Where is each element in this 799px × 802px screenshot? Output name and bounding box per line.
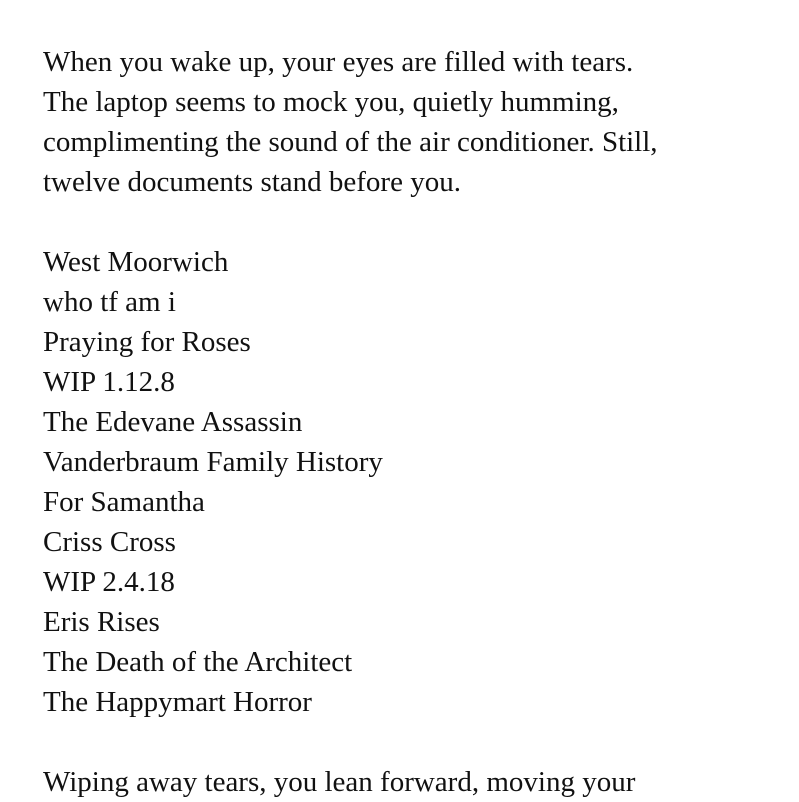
outro-paragraph xyxy=(43,762,783,802)
document-list xyxy=(43,242,783,722)
document-title: WIP 1.12.8 xyxy=(43,366,175,398)
document-title: WIP 2.4.18 xyxy=(43,566,175,598)
document-title: The Happymart Horror xyxy=(43,686,312,718)
document-title: who tf am i xyxy=(43,286,176,318)
intro-paragraph xyxy=(43,42,783,202)
intro-line: The laptop seems to mock you, quietly humming, xyxy=(43,86,619,118)
outro-line: Wiping away tears, you lean forward, moving your xyxy=(43,766,636,798)
document-title: Criss Cross xyxy=(43,526,176,558)
document-title: Vanderbraum Family History xyxy=(43,446,383,478)
paragraph-gap xyxy=(43,722,783,762)
document-title: Praying for Roses xyxy=(43,326,251,358)
document-title: West Moorwich xyxy=(43,246,229,278)
paragraph-gap xyxy=(43,202,783,242)
document-title: Eris Rises xyxy=(43,606,160,638)
intro-line: twelve documents stand before you. xyxy=(43,166,461,198)
document-title: For Samantha xyxy=(43,486,205,518)
document-title: The Death of the Architect xyxy=(43,646,353,678)
intro-line: complimenting the sound of the air conditioner. Still, xyxy=(43,126,658,158)
document-title: The Edevane Assassin xyxy=(43,406,303,438)
intro-line: When you wake up, your eyes are filled with tears. xyxy=(43,46,634,78)
document-page xyxy=(43,42,783,802)
